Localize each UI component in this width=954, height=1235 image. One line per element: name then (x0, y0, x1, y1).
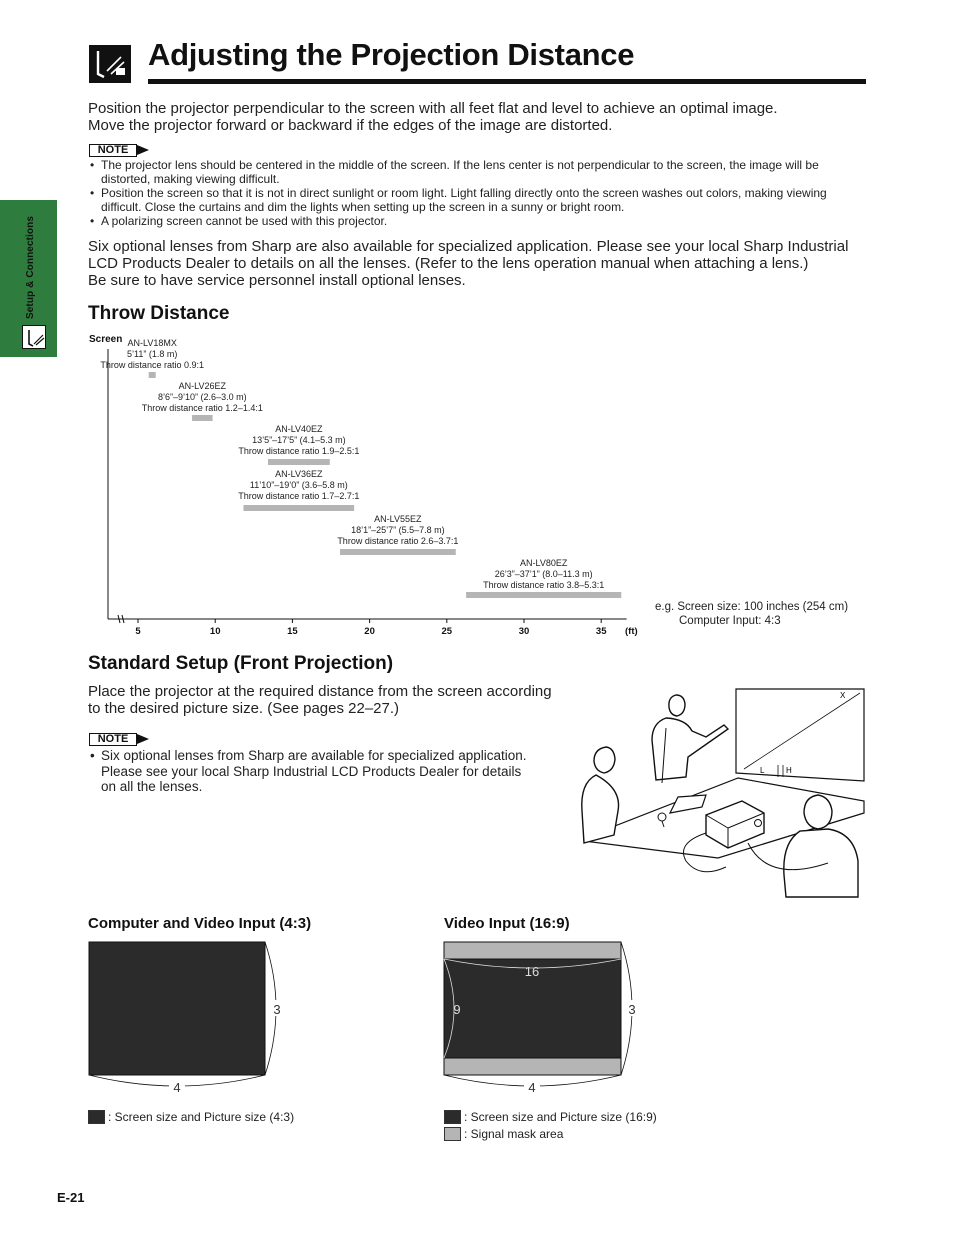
x-tick-label: 35 (595, 626, 607, 637)
legend-swatch-picture (88, 1110, 105, 1124)
throw-distance-heading: Throw Distance (88, 303, 230, 324)
example-line: Computer Input: 4:3 (679, 615, 781, 627)
standard-setup-heading: Standard Setup (Front Projection) (88, 653, 394, 674)
diagram-43-side-label: 3 (273, 1002, 281, 1017)
side-tab-label: Setup & Connections (24, 215, 36, 319)
lens-line: Six optional lenses from Sharp are also available for specialized application. Please see your local Sharp Industrial (88, 238, 849, 255)
diagram-169-side-label: 3 (628, 1002, 636, 1017)
note-line: • Position the screen so that it is not in direct sunlight or room light. Light falling directly onto the screen washes out colors, making viewing (101, 186, 827, 200)
label-h: H (786, 766, 792, 775)
note-item (88, 158, 868, 186)
x-tick-label: 10 (209, 626, 221, 637)
throw-distance-chart (80, 325, 660, 645)
lens-model-label: AN-LV26EZ (178, 381, 226, 391)
diagram-43-heading: Computer and Video Input (4:3) (88, 915, 312, 932)
note-badge (89, 733, 151, 746)
setup-paragraph (88, 683, 552, 717)
lens-range-label: 5’11” (1.8 m) (127, 349, 178, 359)
legend-169-screen (444, 1110, 657, 1124)
x-tick-label: 15 (287, 626, 298, 637)
x-tick-label: 20 (364, 626, 375, 637)
lens-range-label: 18’1”–25’7” (5.5–7.8 m) (351, 525, 445, 535)
note-line: • The projector lens should be centered in the middle of the screen. If the lens center is not perpendicular to the screen, the image will be (101, 158, 819, 172)
intro-paragraph (88, 100, 778, 134)
note-line: • A polarizing screen cannot be used with this projector. (101, 214, 388, 228)
lens-model-label: AN-LV36EZ (275, 469, 323, 479)
lens-ratio-label: Throw distance ratio 3.8–5.3:1 (483, 580, 605, 590)
x-tick-label: 30 (518, 626, 530, 637)
setup-line: to the desired picture size. (See pages 22–27.) (88, 700, 400, 717)
projector-setup-icon (89, 45, 131, 83)
setup-note-item (88, 748, 558, 795)
lens-model-label: AN-LV18MX (127, 338, 177, 348)
intro-line: Move the projector forward or backward if the edges of the image are distorted. (88, 117, 613, 134)
setup-connection-icon (22, 325, 46, 349)
note-line: difficult. Close the curtains and dim the lights when setting up the screen in a sunny or bright room. (101, 200, 625, 214)
lens-range-label: 8’6”–9’10” (2.6–3.0 m) (158, 392, 247, 402)
note-label: NOTE (89, 144, 137, 157)
lens-ratio-label: Throw distance ratio 1.2–1.4:1 (141, 403, 263, 413)
lens-line: Be sure to have service personnel install optional lenses. (88, 272, 466, 289)
legend-swatch-mask (444, 1127, 461, 1141)
legend-43 (88, 1110, 294, 1124)
throw-bar (243, 505, 354, 511)
lens-ratio-label: Throw distance ratio 1.7–2.7:1 (238, 491, 360, 501)
throw-bar (466, 592, 621, 598)
diagram-43 (85, 938, 295, 1100)
throw-bar (268, 459, 330, 465)
room-setup-illustration (578, 683, 868, 903)
lens-paragraph (88, 238, 848, 289)
diagram-169-bottom-label: 4 (528, 1080, 536, 1095)
label-l: L (760, 766, 765, 775)
x-unit-label: (ft) (625, 626, 638, 637)
note-item (88, 186, 868, 214)
legend-swatch-picture (444, 1110, 461, 1124)
legend-43-text: : Screen size and Picture size (4:3) (108, 1110, 295, 1124)
lens-ratio-label: Throw distance ratio 2.6–3.7:1 (337, 536, 459, 546)
note-badge (89, 144, 151, 157)
lens-model-label: AN-LV40EZ (275, 424, 323, 434)
label-x: X (840, 691, 846, 700)
example-line: e.g. Screen size: 100 inches (254 cm) (655, 601, 849, 613)
x-tick-label: 5 (135, 626, 141, 637)
setup-note-line: • Six optional lenses from Sharp are available for specialized application. (101, 748, 527, 763)
example-note (655, 600, 848, 628)
legend-169-mask-text: : Signal mask area (464, 1127, 564, 1141)
throw-bar (192, 415, 213, 421)
lens-model-label: AN-LV55EZ (374, 514, 422, 524)
setup-note-list (88, 748, 558, 795)
legend-169-screen-text: : Screen size and Picture size (16:9) (464, 1110, 657, 1124)
lens-ratio-label: Throw distance ratio 1.9–2.5:1 (238, 446, 360, 456)
diagram-169-top-label: 16 (524, 964, 540, 979)
lens-range-label: 13’5”–17’5” (4.1–5.3 m) (252, 435, 346, 445)
diagram-169-left-label: 9 (453, 1002, 461, 1017)
diagram-43-bottom-label: 4 (173, 1080, 181, 1095)
lens-line: LCD Products Dealer to details on all the lenses. (Refer to the lens operation manual when attaching a lens.) (88, 255, 809, 272)
note-list (88, 158, 868, 228)
x-tick-label: 25 (441, 626, 453, 637)
throw-bar (340, 549, 456, 555)
legend-169-mask (444, 1127, 563, 1141)
note-item (88, 214, 868, 228)
setup-note-line: Please see your local Sharp Industrial LCD Products Dealer for details (101, 763, 522, 779)
chart-screen-label: Screen (89, 334, 123, 345)
lens-ratio-label: Throw distance ratio 0.9:1 (100, 360, 204, 370)
diagram-169-heading: Video Input (16:9) (444, 915, 570, 932)
intro-line: Position the projector perpendicular to the screen with all feet flat and level to achieve an optimal image. (88, 100, 778, 117)
setup-line: Place the projector at the required distance from the screen according (88, 683, 552, 700)
note-arrow-icon (137, 734, 149, 744)
title-rule (148, 79, 866, 84)
page-number: E-21 (57, 1190, 85, 1205)
lens-range-label: 26’3”–37’1” (8.0–11.3 m) (494, 569, 593, 579)
note-line: distorted, making viewing difficult. (101, 172, 280, 186)
setup-note-line: on all the lenses. (101, 779, 203, 794)
lens-model-label: AN-LV80EZ (520, 558, 568, 568)
diagram-169 (440, 938, 650, 1100)
note-label: NOTE (89, 733, 137, 746)
page-title: Adjusting the Projection Distance (148, 37, 635, 72)
side-tab-label-wrap (22, 212, 38, 322)
note-arrow-icon (137, 145, 149, 155)
throw-bar (149, 372, 156, 378)
lens-range-label: 11’10”–19’0” (3.6–5.8 m) (249, 480, 348, 490)
